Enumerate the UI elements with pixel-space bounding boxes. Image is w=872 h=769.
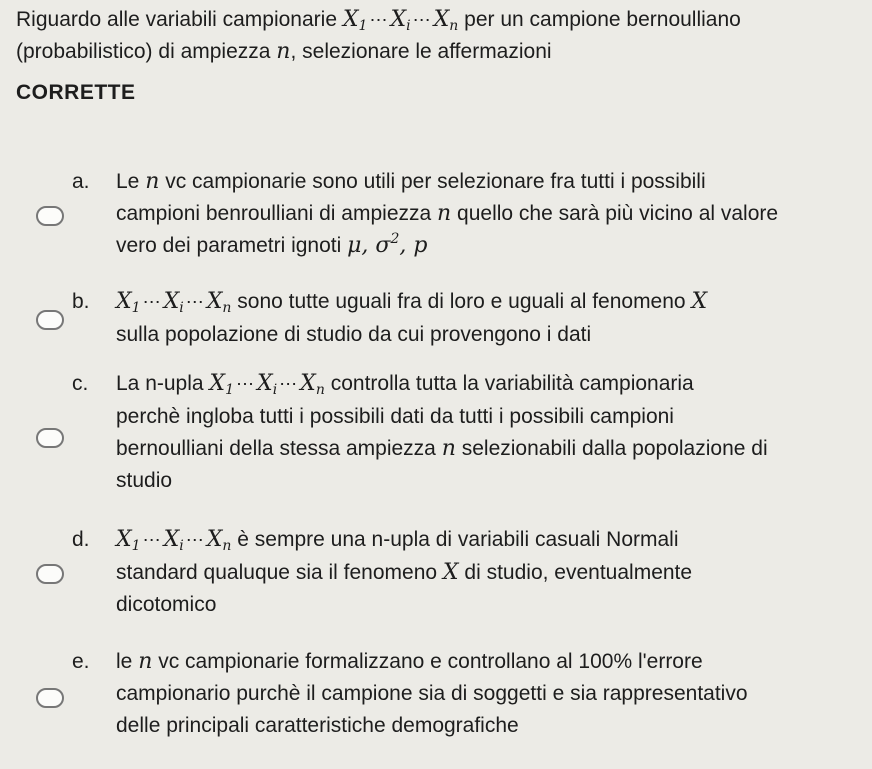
- option-a-letter: a.: [72, 170, 90, 193]
- question-text-start: Riguardo alle variabili campionarie: [16, 8, 337, 31]
- correct-label: CORRETTE: [16, 81, 136, 104]
- question-text-middle: per un campione bernoulliano (probabilistico) di ampiezza: [16, 8, 741, 63]
- option-e-letter: e.: [72, 650, 90, 673]
- option-b-text: $X_1$ $\cdots X_i$ $\cdots X_n$ sono tutte uguali fra di loro e uguali al fenomeno X sulla popolazione di studio da cui provengono i dati: [116, 289, 708, 346]
- option-b[interactable]: [28, 286, 858, 356]
- option-e-text: le n vc campionarie formalizzano e controllano al 100% l'errore campionario purchè il campione sia di soggetti e sia rappresentativo delle principali caratteristiche demografiche: [116, 649, 748, 737]
- option-d[interactable]: [28, 524, 858, 624]
- option-c[interactable]: [28, 368, 858, 500]
- sample-size-symbol: n: [276, 39, 291, 64]
- option-d-text: $X_1$ $\cdots X_i$ $\cdots X_n$ è sempre una n-upla di variabili casuali Normali standard qualuque sia il fenomeno X di studio, eventualmente dicotomico: [116, 527, 693, 616]
- option-e-radio[interactable]: [36, 688, 64, 708]
- option-b-radio[interactable]: [36, 310, 64, 330]
- option-d-letter: d.: [72, 528, 90, 551]
- sample-variables-math: $X_1$ $\cdots X_i$ $\cdots X_n$: [342, 7, 459, 34]
- option-c-letter: c.: [72, 372, 89, 395]
- option-a[interactable]: [28, 166, 858, 266]
- option-c-text: La n-upla $X_1$ $\cdots X_i$ $\cdots X_n$ controlla tutta la variabilità campionaria perchè ingloba tutti i possibili dati da tutti i possibili campioni bernoulliani della stessa ampiezza n selezionabili dalla popolazione di studio: [116, 371, 768, 492]
- option-b-letter: b.: [72, 290, 90, 313]
- option-e[interactable]: [28, 646, 858, 746]
- option-a-radio[interactable]: [36, 206, 64, 226]
- option-c-radio[interactable]: [36, 428, 64, 448]
- question-text-end: , selezionare le affermazioni: [290, 40, 552, 63]
- question-stem: [16, 4, 856, 108]
- option-a-text: Le n vc campionarie sono utili per selezionare fra tutti i possibili campioni benroulliani di ampiezza n quello che sarà più vicino al valore vero dei parametri ignoti μ, $\sigma^2$, p: [116, 169, 779, 258]
- option-d-radio[interactable]: [36, 564, 64, 584]
